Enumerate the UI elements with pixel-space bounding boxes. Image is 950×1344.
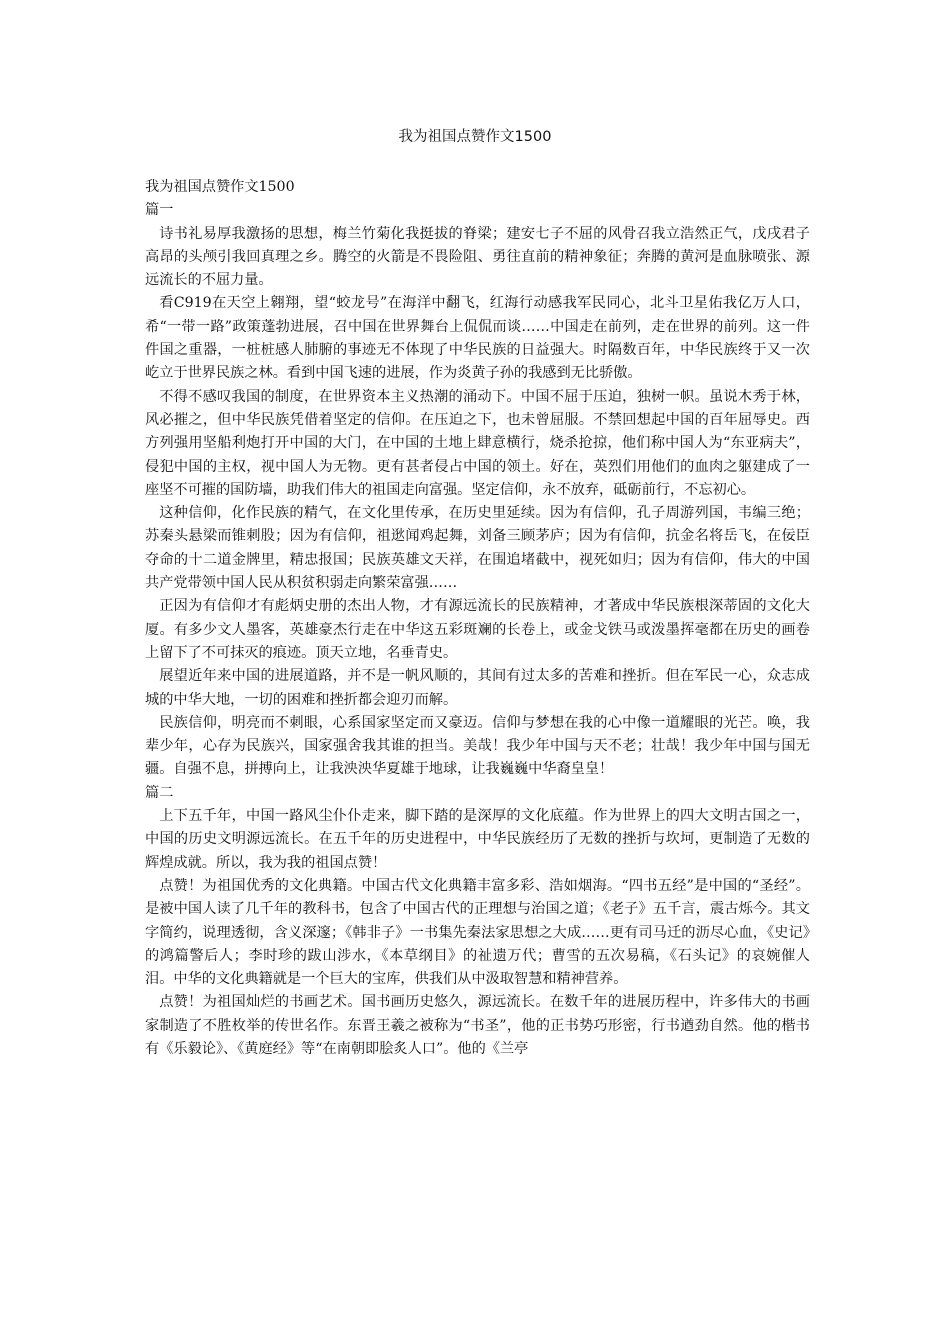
section-label-1: 篇一: [145, 202, 174, 219]
paragraph: 展望近年来中国的进展道路，并不是一帆风顺的，其间有过太多的苦难和挫折。但在军民一心，众志成城的中华大地，一切的困难和挫折都会迎刃而解。: [145, 668, 810, 708]
paragraph: 点赞！为祖国优秀的文化典籍。中国古代文化典籍丰富多彩、浩如烟海。“四书五经”是中国的“圣经”。是被中国人读了几千年的教科书，包含了中国古代的正理想与治国之道；《老子》五千言，震古烁今。其文字简约，说理透彻，含义深邃；《韩非子》一书集先秦法家思想之大成……更有司马迁的沥尽心血，《史记》的鸿篇警后人；李时珍的跋山涉水，《本草纲目》的祉遗万代；曹雪的五次易稿，《石头记》的哀婉催人泪。中华的文化典籍就是一个巨大的宝库，供我们从中汲取智慧和精神营养。: [145, 877, 810, 988]
paragraph: 不得不感叹我国的制度，在世界资本主义热潮的涌动下。中国不屈于压迫，独树一帜。虽说木秀于林，风必摧之，但中华民族凭借着坚定的信仰。在压迫之下，也未曾屈服。不禁回想起中国的百年屈辱史。西方列强用坚船利炮打开中国的大门，在中国的土地上肆意横行，烧杀抢掠，他们称中国人为“东亚病夫”，侵犯中国的主权，视中国人为无物。更有甚者侵占中国的领土。好在，英烈们用他们的血肉之躯建成了一座坚不可摧的国防墙，助我们伟大的祖国走向富强。坚定信仰，永不放弃，砥砺前行，不忘初心。: [145, 388, 810, 498]
paragraph: 这种信仰，化作民族的精气，在文化里传承，在历史里延续。因为有信仰，孔子周游列国，韦编三绝；苏秦头悬梁而锥刺股；因为有信仰，祖逖闻鸡起舞，刘备三顾茅庐；因为有信仰，抗金名将岳飞，在佞臣夺命的十二道金牌里，精忠报国；民族英雄文天祥，在围追堵截中，视死如归；因为有信仰，伟大的中国共产党带领中国人民从积贫积弱走向繁荣富强……: [145, 505, 810, 592]
paragraph: 正因为有信仰才有彪炳史册的杰出人物，才有源远流长的民族精神，才著成中华民族根深蒂固的文化大厦。有多少文人墨客，英雄豪杰行走在中华这五彩斑斓的长卷上，或金戈铁马或泼墨挥毫都在历史的画卷上留下了不可抹灭的痕迹。顶天立地，名垂青史。: [145, 598, 810, 661]
paragraph: 民族信仰，明亮而不刺眼，心系国家坚定而又豪迈。信仰与梦想在我的心中像一道耀眼的光芒。唤，我辈少年，心存为民族兴，国家强舍我其谁的担当。美哉！我少年中国与天不老；壮哉！我少年中国与国无疆。自强不息，拼搏向上，让我泱泱华夏雄于地球，让我巍巍中华裔皇皇！: [145, 714, 810, 778]
paragraph: 点赞！为祖国灿烂的书画艺术。国书画历史悠久，源远流长。在数千年的进展历程中，许多伟大的书画家制造了不胜枚举的传世名作。东晋王羲之被称为“书圣”，他的正书势巧形密，行书遒劲自然。他的楷书有《乐毅论》、《黄庭经》等“在南朝即脍炙人口”。他的《兰亭: [145, 994, 810, 1057]
document-body: [145, 176, 810, 1061]
paragraph: 看C919在天空上翱翔，望“蛟龙号”在海洋中翻飞，红海行动感我军民同心，北斗卫星佑我亿万人口，希“一带一路”政策蓬勃进展，召中国在世界舞台上侃侃而谈……中国走在前列，走在世界的前列。这一件件国之重器，一桩桩感人肺腑的事迹无不体现了中华民族的日益强大。时隔数百年，中华民族终于又一次屹立于世界民族之林。看到中国飞速的进展，作为炎黄子孙的我感到无比骄傲。: [145, 295, 810, 382]
paragraph: 上下五千年，中国一路风尘仆仆走来，脚下踏的是深厚的文化底蕴。作为世界上的四大文明古国之一，中国的历史文明源远流长。在五千年的历史进程中，中华民族经历了无数的挫折与坎坷，更制造了无数的辉煌成就。所以，我为我的祖国点赞！: [145, 808, 810, 871]
document-title: 我为祖国点赞作文1500: [398, 129, 552, 145]
section-label-2: 篇二: [145, 784, 174, 801]
document-subtitle: 我为祖国点赞作文1500: [145, 179, 295, 195]
paragraph: 诗书礼易厚我激扬的思想，梅兰竹菊化我挺拔的脊梁；建安七子不屈的风骨召我立浩然正气，戊戌君子高昂的头颅引我回真理之乡。腾空的火箭是不畏险阻、勇往直前的精神象征；奔腾的黄河是血脉喷张、源远流长的不屈力量。: [145, 225, 810, 289]
